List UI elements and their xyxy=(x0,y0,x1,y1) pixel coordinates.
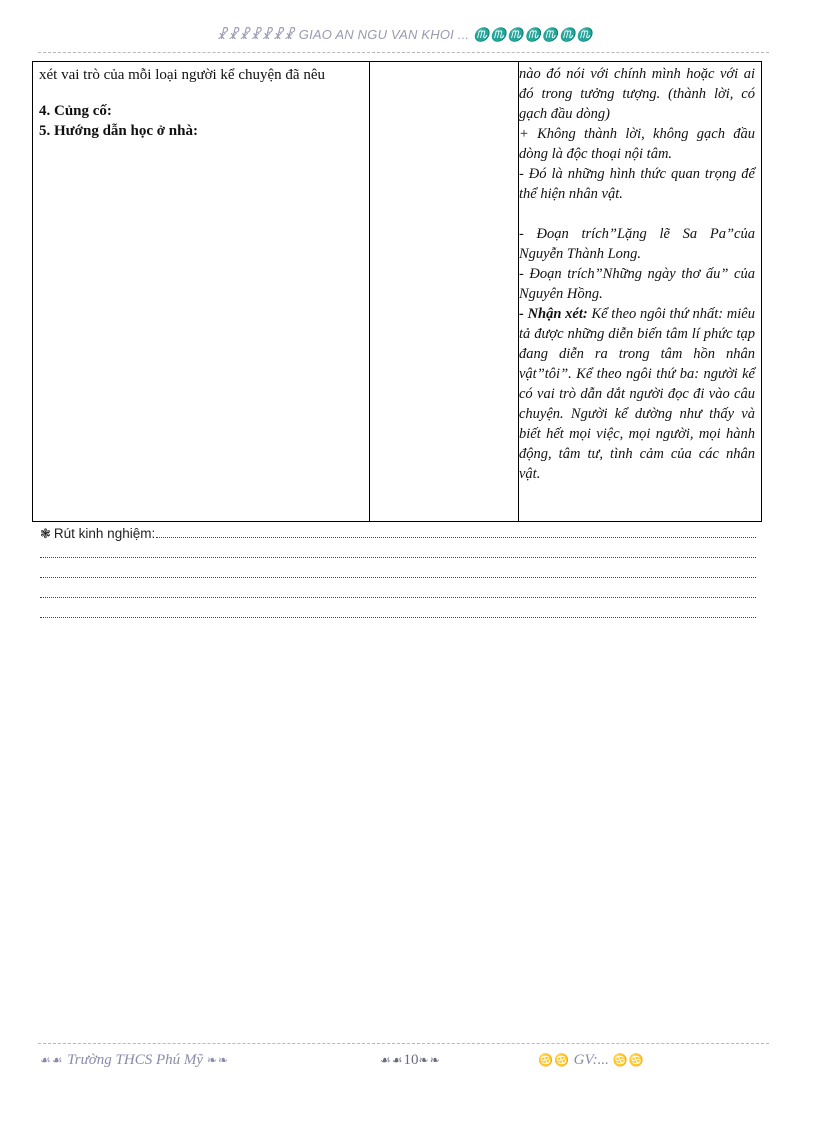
ornament-icon: ♋♋ xyxy=(612,1053,645,1067)
flower-icon: ❃ xyxy=(40,526,51,541)
school-name: Trường THCS Phú Mỹ xyxy=(67,1052,204,1068)
header-ornament-left: ☧☧☧☧☧☧☧ xyxy=(216,27,295,42)
ornament-icon: ❧❧ xyxy=(418,1053,441,1067)
footer-teacher xyxy=(538,1052,645,1069)
activity-column xyxy=(33,62,370,522)
table-row xyxy=(33,62,762,522)
page-number: 10 xyxy=(403,1052,419,1068)
remark-text: Kể theo ngôi thứ nhất: miêu tả được những diễn biến tâm lí phức tạp đang diễn ra trong tâm hồn nhân vật”tôi”. Kể theo ngôi thứ ba: người kể có vai trò dẫn dắt người đọc đi vào câu chuyện. Người kể dường như thấy và biết hết mọi việc, mọi người, mọi hành động, tâm tư, tình cảm của các nhân vật. xyxy=(519,306,755,482)
content-paragraph: nào đó nói với chính mình hoặc với ai đó trong tưởng tượng. (thành lời, có gạch đầu dòng) xyxy=(519,66,755,122)
step-cung-co: 4. Củng cố: xyxy=(39,103,112,119)
dotted-line xyxy=(156,524,756,538)
dotted-line xyxy=(40,564,756,578)
experience-notes xyxy=(40,522,756,622)
middle-column xyxy=(370,62,519,522)
ornament-icon: ♋♋ xyxy=(538,1053,570,1067)
header-ornament-right: ♏♏♏♏♏♏♏ xyxy=(473,27,594,42)
content-paragraph: + Không thành lời, không gạch đầu dòng là độc thoại nội tâm. xyxy=(519,126,755,162)
content-paragraph: - Đoạn trích”Lặng lẽ Sa Pa”của Nguyễn Thành Long. xyxy=(519,226,755,262)
dotted-line xyxy=(40,544,756,558)
dotted-line xyxy=(40,584,756,598)
teacher-label: GV:... xyxy=(573,1052,609,1068)
footer-divider xyxy=(38,1043,769,1044)
content-paragraph: - Đoạn trích”Những ngày thơ ấu” của Nguyên Hồng. xyxy=(519,266,755,302)
header-divider xyxy=(38,52,769,53)
ornament-icon: ☙☙ xyxy=(380,1053,404,1067)
content-paragraph: - Đó là những hình thức quan trọng để thể hiện nhân vật. xyxy=(519,166,755,202)
step-huong-dan: 5. Hướng dẫn học ở nhà: xyxy=(39,123,198,139)
dotted-line xyxy=(40,604,756,618)
ornament-icon: ☙☙ xyxy=(40,1053,64,1067)
footer-page xyxy=(380,1052,441,1069)
lesson-table xyxy=(32,61,762,522)
content-column xyxy=(519,62,762,522)
footer-school xyxy=(40,1052,229,1069)
remark-label: - Nhận xét: xyxy=(519,306,588,322)
notes-label: Rút kinh nghiệm: xyxy=(53,526,156,541)
page-header xyxy=(40,27,770,43)
header-title: GIAO AN NGU VAN KHOI ... xyxy=(298,27,470,42)
content-paragraph xyxy=(519,304,755,484)
ornament-icon: ❧❧ xyxy=(206,1053,229,1067)
activity-text: xét vai trò của mỗi loại người kể chuyện đã nêu xyxy=(39,67,325,83)
